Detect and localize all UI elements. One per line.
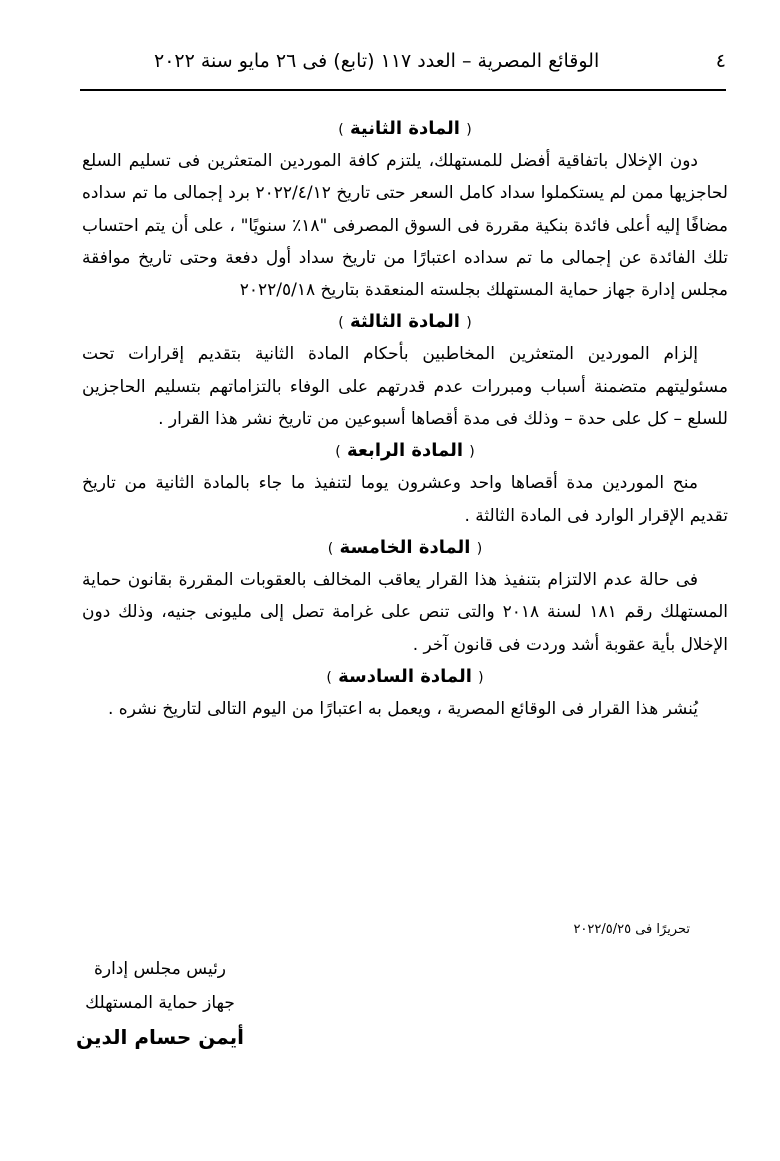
paren-close: ) [327, 540, 334, 557]
running-title: الوقائع المصرية – العدد ١١٧ (تابع) فى ٢٦ مايو سنة ٢٠٢٢ [154, 50, 600, 72]
paragraph-text: يُنشر هذا القرار فى الوقائع المصرية ، ويعمل به اعتبارًا من اليوم التالى لتاريخ نشره . [107, 698, 698, 719]
article-heading [82, 435, 728, 467]
article-paragraph [82, 564, 728, 661]
page-number: ٤ [715, 50, 726, 72]
paren-close: ) [338, 315, 344, 332]
article-paragraph [82, 467, 728, 532]
paren-open: ( [469, 444, 475, 461]
paren-close: ) [326, 669, 332, 686]
article-heading [82, 113, 728, 145]
signatory-title-line2: جهاز حماية المستهلك [85, 993, 235, 1013]
paren-close: ) [338, 122, 344, 138]
article-paragraph [82, 338, 728, 435]
paragraph-text: منح الموردين مدة أقصاها واحد وعشرون يوما لتنفيذ ما جاء بالمادة الثانية من تاريخ تقديم الإقرار الوارد فى المادة الثالثة . [82, 473, 728, 526]
article-title: المادة الخامسة [339, 536, 471, 558]
paren-open: ( [466, 315, 472, 332]
paren-open: ( [466, 122, 472, 138]
article-title: المادة الرابعة [346, 440, 463, 462]
paren-close: ) [335, 444, 341, 461]
paren-open: ( [478, 669, 484, 686]
article-heading [82, 532, 728, 564]
article-title: المادة الثالثة [350, 311, 460, 333]
article-title: المادة الثانية [350, 118, 460, 139]
article-paragraph [82, 145, 728, 306]
page-header [82, 44, 726, 78]
decree-body [82, 113, 728, 725]
paragraph-text: فى حالة عدم الالتزام بتنفيذ هذا القرار يعاقب المخالف بالعقوبات المقررة بقانون حماية المستهلك رقم ١٨١ لسنة ٢٠١٨ والتى تنص على غرامة تصل إلى مليونى جنيه، وذلك دون الإخلال بأية عقوبة أشد وردت فى قانون آخر . [82, 569, 728, 655]
article-paragraph [82, 693, 728, 725]
signatory-title-line1: رئيس مجلس إدارة [93, 959, 227, 979]
header-divider [80, 89, 726, 91]
paragraph-text: دون الإخلال باتفاقية أفضل للمستهلك، يلتزم كافة الموردين المتعثرين فى تسليم السلع لحاجزيها ممن لم يستكملوا سداد كامل السعر حتى تاريخ ٢٠٢٢/٤/١٢ برد إجمالى ما تم سداده مضافًا إليه أعلى فائدة بنكية مقررة فى السوق المصرفى "١٨٪ سنويًا" ، على أن يتم احتساب تلك الفائدة عن إجمالى ما تم سداده اعتبارًا من تاريخ سداد أول دفعة وحتى تاريخ موافقة مجلس إدارة جهاز حماية المستهلك بجلسته المنعقدة بتاريخ ٢٠٢٢/٥/١٨ [82, 151, 728, 301]
signatory-name: أيمن حسام الدين [75, 1025, 245, 1049]
issue-date: تحريرًا فى ٢٠٢٢/٥/٢٥ [573, 922, 690, 937]
article-heading [82, 661, 728, 693]
paragraph-text: إلزام الموردين المتعثرين المخاطبين بأحكام المادة الثانية بتقديم إقرارات تحت مسئوليتهم متضمنة أسباب ومبررات عدم قدرتهم على الوفاء بالتزاماتهم بتسليم الحاجزين للسلع – كل على حدة – وذلك فى مدة أقصاها أسبوعين من تاريخ نشر هذا القرار . [82, 344, 728, 430]
article-title: المادة السادسة [338, 665, 472, 687]
signature-block [70, 952, 250, 1054]
article-heading [82, 306, 728, 338]
paren-open: ( [476, 540, 483, 557]
